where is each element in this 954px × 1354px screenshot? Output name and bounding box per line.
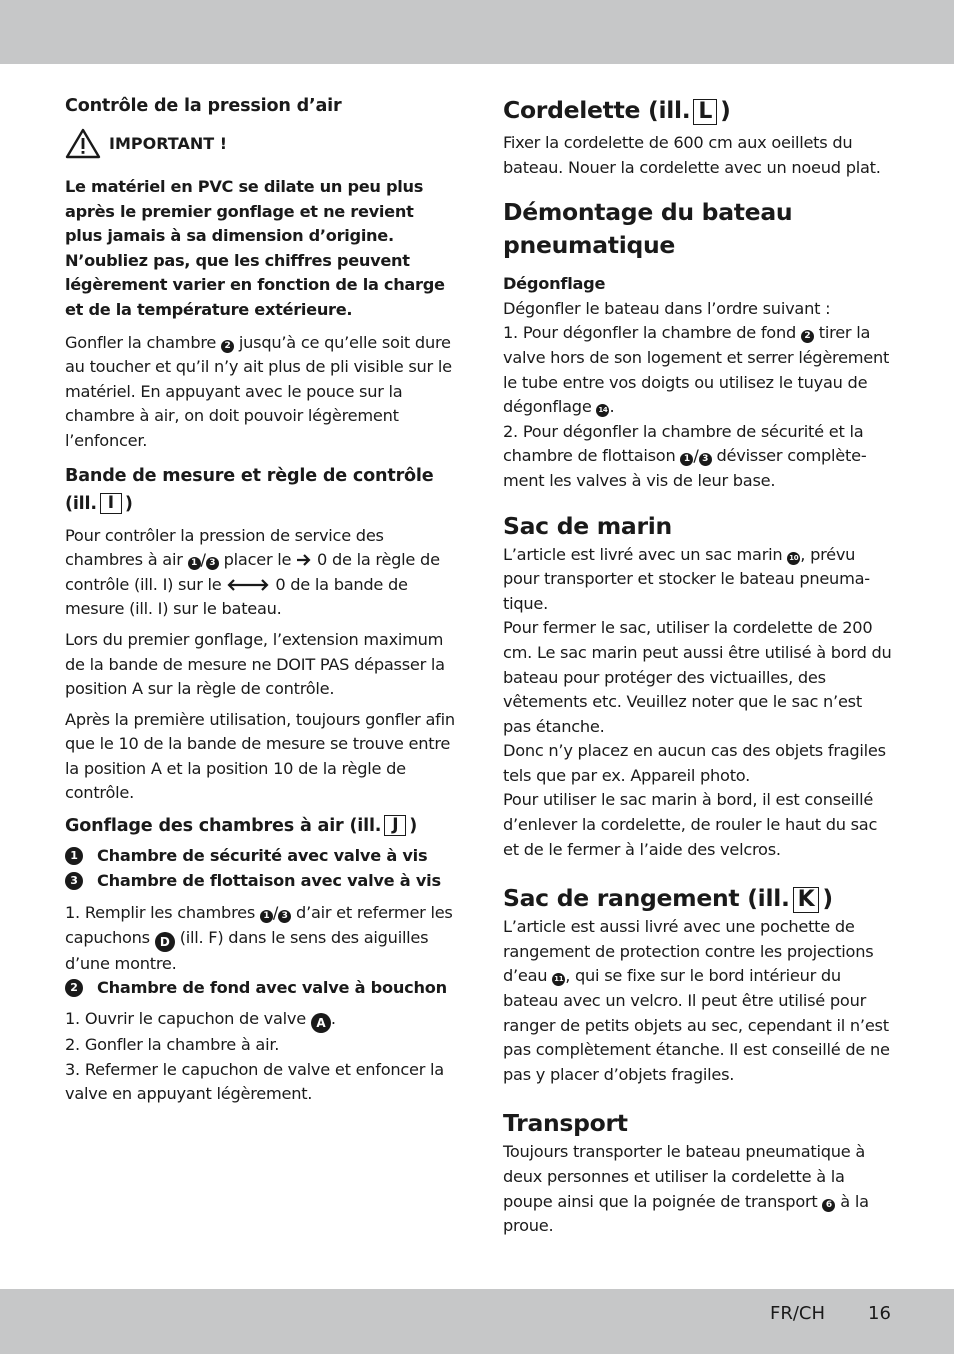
rangement-title-close: ) — [822, 884, 833, 913]
sac-marin-title: Sac de marin — [503, 511, 672, 540]
step-b1-period: . — [330, 1009, 336, 1029]
degonflage-step-2 — [503, 420, 893, 494]
chamber-2-icon: 2 — [65, 979, 83, 997]
deg1-text-b: tirer la valve hors de son logement et serrer légèrement le tube entre vos doigts ou utilisez le tuyau de dégonflage — [503, 323, 890, 417]
gonflage-title — [65, 812, 455, 840]
band-p1-text-c: 0 de la règle de contrôle (ill. I) sur le — [65, 550, 440, 594]
degonflage-subtitle: Dégonflage — [503, 274, 606, 294]
deflate-hose-14-icon: 14 — [596, 404, 609, 417]
sailor-bag-10-icon: 10 — [787, 552, 800, 565]
ill-label-l: L — [693, 99, 717, 125]
band-p1-text-d: 0 de la bande de mesure (ill. I) sur le bateau. — [65, 574, 408, 619]
marin-text-b: , prévu pour transporter et stocker le bateau pneumatique. — [503, 544, 871, 613]
transport-title: Transport — [503, 1109, 628, 1138]
top-band — [0, 0, 954, 64]
demontage-title: Démontage du bateau pneumatique — [503, 198, 793, 260]
left-column — [65, 92, 455, 1107]
band-title — [65, 462, 455, 518]
step-a — [65, 901, 455, 976]
chamber-1-icon: 1 — [260, 910, 273, 923]
degonflage-intro: Dégonfler le bateau dans l’ordre suivant : — [503, 298, 831, 318]
ill-label-i: I — [100, 493, 122, 514]
chamber-3-icon: 3 — [278, 910, 291, 923]
item-2-text: Chambre de fond avec valve à bouchon — [97, 978, 447, 998]
cap-a-icon: A — [311, 1013, 331, 1033]
deg2-text: 2. Pour dégonfler la chambre de sécurité et la chambre de flottaison — [503, 421, 864, 466]
sac-marin-p1 — [503, 543, 893, 617]
pressure-title: Contrôle de la pression d’air — [65, 96, 342, 116]
chamber-1-icon: 1 — [65, 847, 83, 865]
rangement-title-text: Sac de rangement (ill. — [503, 884, 790, 913]
step-a-text-c: (ill. F) dans le sens des aiguilles d’une montre. — [65, 927, 429, 973]
rangement-title — [503, 882, 893, 915]
inflate-text: Gonfler la chambre — [65, 332, 217, 352]
band-title-close: ) — [124, 493, 133, 514]
list-item — [65, 869, 455, 894]
deg1-text: 1. Pour dégonfler la chambre de fond — [503, 323, 796, 343]
band-p1-text-b: placer le — [223, 550, 292, 570]
handle-6-icon: 6 — [822, 1199, 835, 1212]
chamber-3-icon: 3 — [65, 872, 83, 890]
step-b1-text: 1. Ouvrir le capuchon de valve — [65, 1009, 306, 1029]
rang-text: L’article est aussi livré avec une pochette de rangement de protection contre les projections d’eau — [503, 917, 874, 986]
sac-marin-p4: Pour utiliser le sac marin à bord, il est conseillé d’enlever la cordelette, de rouler le haut du sac et de le fermer à l’aide des velcros. — [503, 790, 878, 859]
important-label: IMPORTANT ! — [109, 134, 228, 153]
double-arrow-icon — [226, 578, 270, 592]
chamber-2-icon: 2 — [221, 340, 234, 353]
step-a-text: 1. Remplir les chambres — [65, 903, 256, 923]
cap-d-icon: D — [155, 932, 175, 952]
degonflage-step-1 — [503, 321, 893, 419]
cordelette-text: Fixer la cordelette de 600 cm aux oeillets du bateau. Nouer la cordelette avec un noeud plat. — [503, 133, 881, 177]
band-title-text: Bande de mesure et règle de contrôle (ill. — [65, 465, 434, 514]
footer-language: FR/CH — [770, 1303, 826, 1324]
step-b1 — [65, 1007, 455, 1033]
chamber-2-icon: 2 — [801, 330, 814, 343]
warning-triangle-icon — [65, 128, 101, 159]
step-b3: 3. Refermer le capuchon de valve et enfoncer la valve en appuyant légèrement. — [65, 1059, 444, 1104]
slash: / — [272, 903, 279, 923]
trans-text: Toujours transporter le bateau pneumatique à deux personnes et utiliser la cordelette à la poupe ainsi que la poignée de transport — [503, 1142, 866, 1211]
ill-label-j: J — [384, 815, 406, 836]
chamber-3-icon: 3 — [699, 453, 712, 466]
chamber-1-icon: 1 — [680, 453, 693, 466]
step-b2: 2. Gonfler la chambre à air. — [65, 1035, 280, 1055]
warning-text: Le matériel en PVC se dilate un peu plus après le premier gonflage et ne revient plus jamais à sa dimension d’origine. N’oubliez pas, que les chiffres peuvent légèrement varier en fonction de la charge et de la température extérieure. — [65, 177, 445, 319]
gonflage-title-close: ) — [409, 816, 418, 837]
chamber-1-icon: 1 — [188, 557, 201, 570]
deg2-text-b: dévisser complètement les valves à vis de leur base. — [503, 446, 867, 490]
band-p1-text: Pour contrôler la pression de service des chambres à air — [65, 525, 384, 570]
band-paragraph-1 — [65, 524, 455, 622]
right-arrow-icon — [296, 553, 312, 567]
transport-text — [503, 1140, 893, 1238]
marin-text: L’article est livré avec un sac marin — [503, 544, 783, 564]
cordelette-title — [503, 94, 893, 127]
band-paragraph-2: Lors du premier gonflage, l’extension maximum de la bande de mesure ne DOIT PAS dépasser la position A sur la règle de contrôle. — [65, 629, 445, 699]
item-3-text: Chambre de flottaison avec valve à vis — [97, 870, 441, 890]
inflate-text-cont: jusqu’à ce qu’elle soit dure au toucher et qu’il n’y ait plus de pli visible sur le matériel. En appuyant avec le pouce sur la chambre à air, on doit pouvoir légèrement l’enfoncer. — [65, 332, 452, 450]
sac-marin-p2: Pour fermer le sac, utiliser la cordelette de 200 cm. Le sac marin peut aussi être utilisé à bord du bateau pour protéger des victuailles, des vêtements etc. Veuillez noter que le sac n’est pas étanche. — [503, 618, 892, 736]
list-item — [65, 976, 455, 1001]
gonflage-title-text: Gonflage des chambres à air (ill. — [65, 816, 382, 837]
slash: / — [693, 446, 699, 466]
cordelette-title-close: ) — [720, 96, 731, 124]
list-item — [65, 844, 455, 869]
chamber-3-icon: 3 — [206, 557, 219, 570]
cordelette-title-text: Cordelette (ill. — [503, 96, 691, 124]
item-1-text: Chambre de sécurité avec valve à vis — [97, 846, 428, 866]
trans-text-b: à la proue. — [503, 1191, 869, 1236]
important-notice — [65, 128, 455, 159]
rangement-text — [503, 915, 893, 1087]
step-a-text-b: d’air et refermer les capuchons — [65, 903, 453, 947]
band-paragraph-3: Après la première utilisation, toujours gonfler afin que le 10 de la bande de mesure se trouve entre la position A et la position 10 de la règle de contrôle. — [65, 709, 455, 803]
sac-marin-p3: Donc n’y placez en aucun cas des objets fragiles tels que par ex. Appareil photo. — [503, 741, 886, 785]
page-number: 16 — [868, 1303, 891, 1324]
right-column — [503, 92, 893, 1239]
storage-bag-11-icon: 11 — [552, 973, 565, 986]
inflate-paragraph — [65, 331, 455, 454]
deg1-period: . — [609, 397, 615, 417]
rang-text-b: , qui se fixe sur le bord intérieur du bateau avec un velcro. Il peut être utilisé pour ranger de petits objets au sec, cependant il n’est pas complètement étanche. Il est conseillé de ne pas y placer d’objets fragiles. — [503, 966, 890, 1084]
slash: / — [200, 550, 206, 570]
ill-label-k: K — [793, 887, 820, 913]
